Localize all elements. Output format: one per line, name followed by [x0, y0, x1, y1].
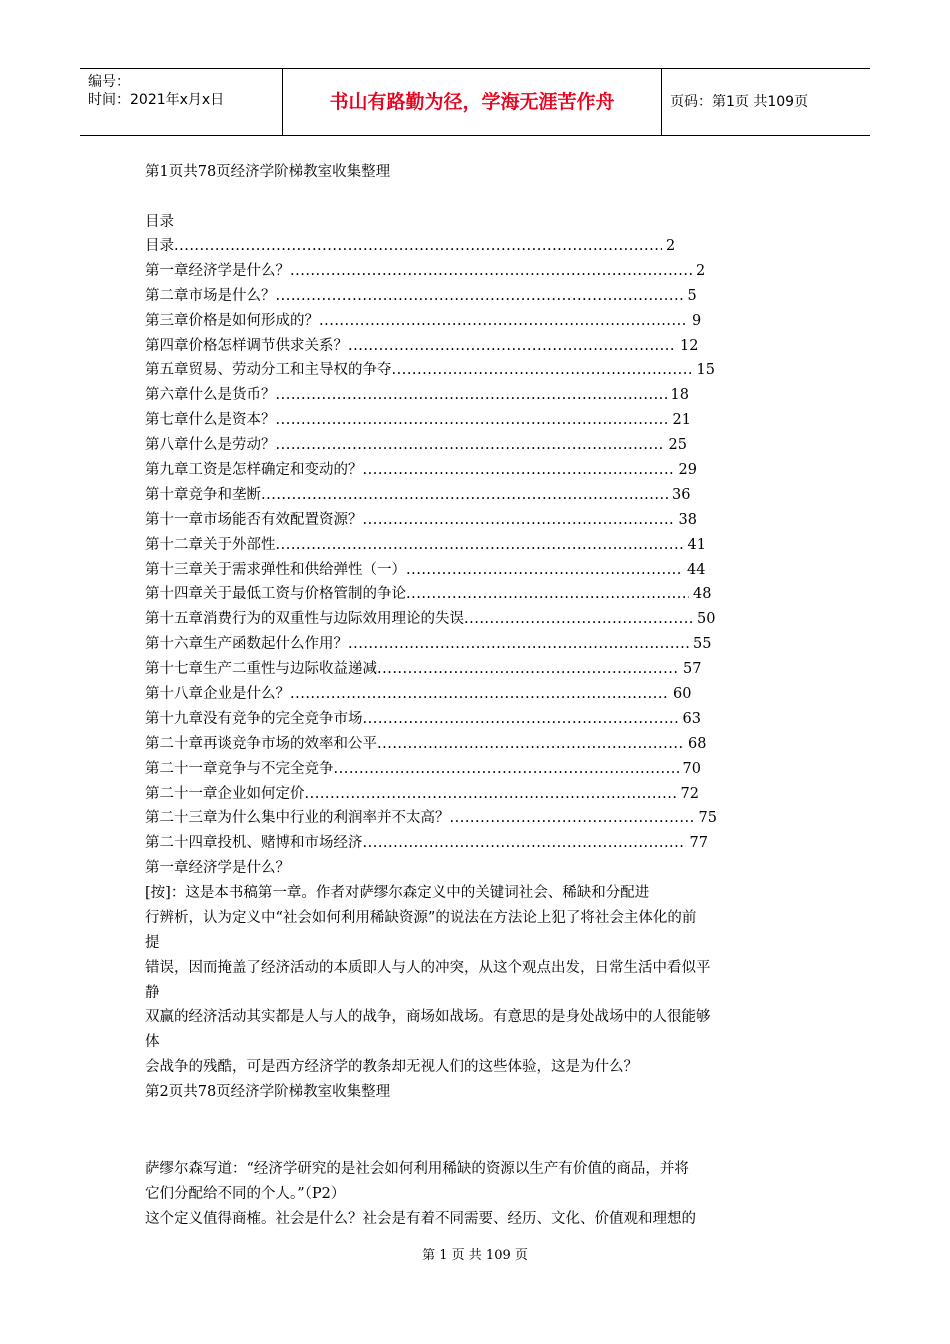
text-line: 萨缪尔森写道：“经济学研究的是社会如何利用稀缺的资源以生产有价值的商品，并将	[145, 1161, 689, 1177]
toc-item-title: 第七章什么是资本？	[145, 412, 276, 429]
text-line: 体	[145, 1034, 160, 1051]
toc-leader	[363, 458, 675, 483]
toc-leader	[276, 408, 669, 433]
toc-item-title: 第九章工资是怎样确定和变动的？	[145, 462, 363, 479]
date-label: 时间：2021年x月x日	[88, 92, 225, 108]
toc-item-page: 2	[666, 238, 676, 254]
page-header	[80, 68, 870, 136]
toc-leader	[319, 309, 688, 334]
toc-item[interactable]	[145, 831, 745, 856]
toc-leader	[174, 234, 662, 259]
header-motto: 书山有路勤为径，学海无涯苦作舟	[283, 69, 662, 135]
toc-item-page: 77	[689, 835, 708, 852]
toc-leader	[276, 284, 684, 309]
toc-item-page: 2	[696, 262, 706, 279]
toc-leader	[377, 657, 679, 682]
toc-item[interactable]	[145, 732, 745, 757]
toc-item-title: 第十九章没有竞争的完全竞争市场	[145, 710, 363, 727]
toc-item[interactable]	[145, 806, 745, 831]
toc-item[interactable]	[145, 433, 745, 458]
toc-item-page: 21	[672, 412, 691, 429]
toc-item-title: 第二章市场是什么？	[145, 287, 276, 304]
toc-item[interactable]	[145, 607, 745, 632]
toc-leader	[261, 483, 668, 508]
toc-item-title: 第四章价格怎样调节供求关系？	[145, 337, 348, 354]
toc-item-title: 第十六章生产函数起什么作用？	[145, 636, 348, 653]
toc-item[interactable]	[145, 383, 745, 408]
toc-leader	[290, 682, 669, 707]
toc-leader	[363, 707, 679, 732]
toc-item-page: 41	[687, 536, 706, 553]
toc-item-title: 第十一章市场能否有效配置资源？	[145, 511, 363, 528]
toc-item-title: 第十八章企业是什么？	[145, 686, 290, 703]
toc-leader	[305, 782, 677, 807]
toc-item-page: 55	[693, 636, 712, 653]
toc-item[interactable]	[145, 259, 745, 284]
toc-item-page: 57	[683, 661, 702, 678]
toc-item[interactable]	[145, 408, 745, 433]
toc-item[interactable]	[145, 483, 745, 508]
toc-item[interactable]	[145, 657, 745, 682]
toc-item-page: 9	[692, 312, 702, 329]
toc-leader	[464, 607, 693, 632]
toc-item-page: 70	[682, 760, 701, 777]
text-line: 它们分配给不同的个人。”（P2）	[145, 1185, 346, 1202]
toc-item-page: 63	[682, 710, 701, 727]
text-line: 这个定义值得商榷。社会是什么？社会是有着不同需要、经历、文化、价值观和理想的	[145, 1210, 696, 1227]
toc-item-title: 第一章经济学是什么？	[145, 262, 290, 279]
header-page-info: 页码：第1页 共109页	[670, 94, 809, 110]
toc-leader	[276, 383, 667, 408]
toc-item-title: 第五章贸易、劳动分工和主导权的争夺	[145, 362, 392, 379]
toc-item[interactable]	[145, 782, 745, 807]
toc-item-page: 12	[680, 337, 699, 354]
toc-item[interactable]	[145, 309, 745, 334]
toc-heading: 目录	[145, 214, 174, 230]
toc-leader	[392, 358, 693, 383]
toc-item[interactable]	[145, 582, 745, 607]
toc-item-page: 36	[672, 486, 691, 503]
toc-leader	[290, 259, 692, 284]
toc-item-page: 60	[673, 686, 692, 703]
text-line: [按]：这是本书稿第一章。作者对萨缪尔森定义中的关键词社会、稀缺和分配进	[145, 884, 650, 901]
text-line: 第2页共78页经济学阶梯教室收集整理	[145, 1084, 391, 1101]
toc-leader	[348, 632, 689, 657]
toc-item-page: 5	[687, 287, 697, 304]
toc-item-page: 29	[678, 462, 697, 479]
toc-leader	[450, 806, 695, 831]
toc-item[interactable]	[145, 458, 745, 483]
toc-item-page: 68	[688, 735, 707, 752]
toc-item-page: 48	[693, 586, 712, 603]
toc-item-page: 25	[668, 437, 687, 454]
toc-item[interactable]	[145, 757, 745, 782]
table-of-contents	[145, 234, 745, 856]
toc-item-title: 第六章什么是货币？	[145, 387, 276, 404]
toc-item-title: 第十七章生产二重性与边际收益递减	[145, 661, 377, 678]
toc-item-title: 第十章竞争和垄断	[145, 486, 261, 503]
text-line: 错误，因而掩盖了经济活动的本质即人与人的冲突，从这个观点出发，日常生活中看似平	[145, 959, 711, 976]
toc-leader	[406, 558, 683, 583]
toc-leader	[276, 433, 665, 458]
toc-item-title: 第八章什么是劳动？	[145, 437, 276, 454]
toc-item[interactable]	[145, 558, 745, 583]
toc-item[interactable]	[145, 358, 745, 383]
text-line: 会战争的残酷，可是西方经济学的教条却无视人们的这些体验，这是为什么？	[145, 1059, 638, 1076]
toc-item-title: 第二十三章为什么集中行业的利润率并不太高？	[145, 810, 450, 827]
text-line: 行辨析，认为定义中“社会如何利用稀缺资源”的说法在方法论上犯了将社会主体化的前	[145, 909, 697, 926]
body-text	[145, 856, 815, 1105]
header-meta-cell	[80, 69, 283, 135]
toc-item-title: 第二十章再谈竞争市场的效率和公平	[145, 735, 377, 752]
text-line: 第一章经济学是什么？	[145, 860, 290, 876]
toc-item[interactable]	[145, 234, 745, 259]
toc-item[interactable]	[145, 632, 745, 657]
toc-leader	[334, 757, 679, 782]
toc-leader	[363, 508, 675, 533]
toc-item-page: 72	[680, 785, 699, 802]
text-line: 提	[145, 934, 160, 951]
toc-item[interactable]	[145, 334, 745, 359]
toc-item-title: 第十五章消费行为的双重性与边际效用理论的失误	[145, 611, 464, 628]
toc-item-title: 第十三章关于需求弹性和供给弹性（一）	[145, 561, 406, 578]
body-text-continued	[145, 1157, 815, 1232]
text-line: 静	[145, 984, 160, 1001]
toc-item[interactable]	[145, 533, 745, 558]
toc-item-page: 50	[697, 611, 716, 628]
toc-item[interactable]	[145, 508, 745, 533]
toc-item-page: 75	[698, 810, 717, 827]
toc-item-title: 第十四章关于最低工资与价格管制的争论	[145, 586, 406, 603]
toc-leader	[377, 732, 684, 757]
toc-item-page: 15	[696, 362, 715, 379]
toc-leader	[276, 533, 684, 558]
toc-item-title: 第二十一章竞争与不完全竞争	[145, 760, 334, 777]
toc-item[interactable]	[145, 284, 745, 309]
toc-item-title: 第二十四章投机、赌博和市场经济	[145, 835, 363, 852]
page-line: 第1页共78页经济学阶梯教室收集整理	[145, 164, 391, 180]
toc-item-page: 44	[687, 561, 706, 578]
toc-leader	[363, 831, 686, 856]
toc-item[interactable]	[145, 682, 745, 707]
text-line: 双赢的经济活动其实都是人与人的战争，商场如战场。有意思的是身处战场中的人很能够	[145, 1009, 711, 1026]
toc-item-title: 第二十一章企业如何定价	[145, 785, 305, 802]
toc-item-page: 18	[670, 387, 689, 404]
toc-leader	[348, 334, 676, 359]
page-footer: 第 1 页 共 109 页	[422, 1248, 528, 1263]
number-label: 编号：	[88, 74, 130, 90]
toc-item-page: 38	[678, 511, 697, 528]
toc-item-title: 第十二章关于外部性	[145, 536, 276, 553]
toc-item-title: 目录	[145, 238, 174, 254]
toc-item-title: 第三章价格是如何形成的？	[145, 312, 319, 329]
toc-item[interactable]	[145, 707, 745, 732]
toc-leader	[406, 582, 689, 607]
